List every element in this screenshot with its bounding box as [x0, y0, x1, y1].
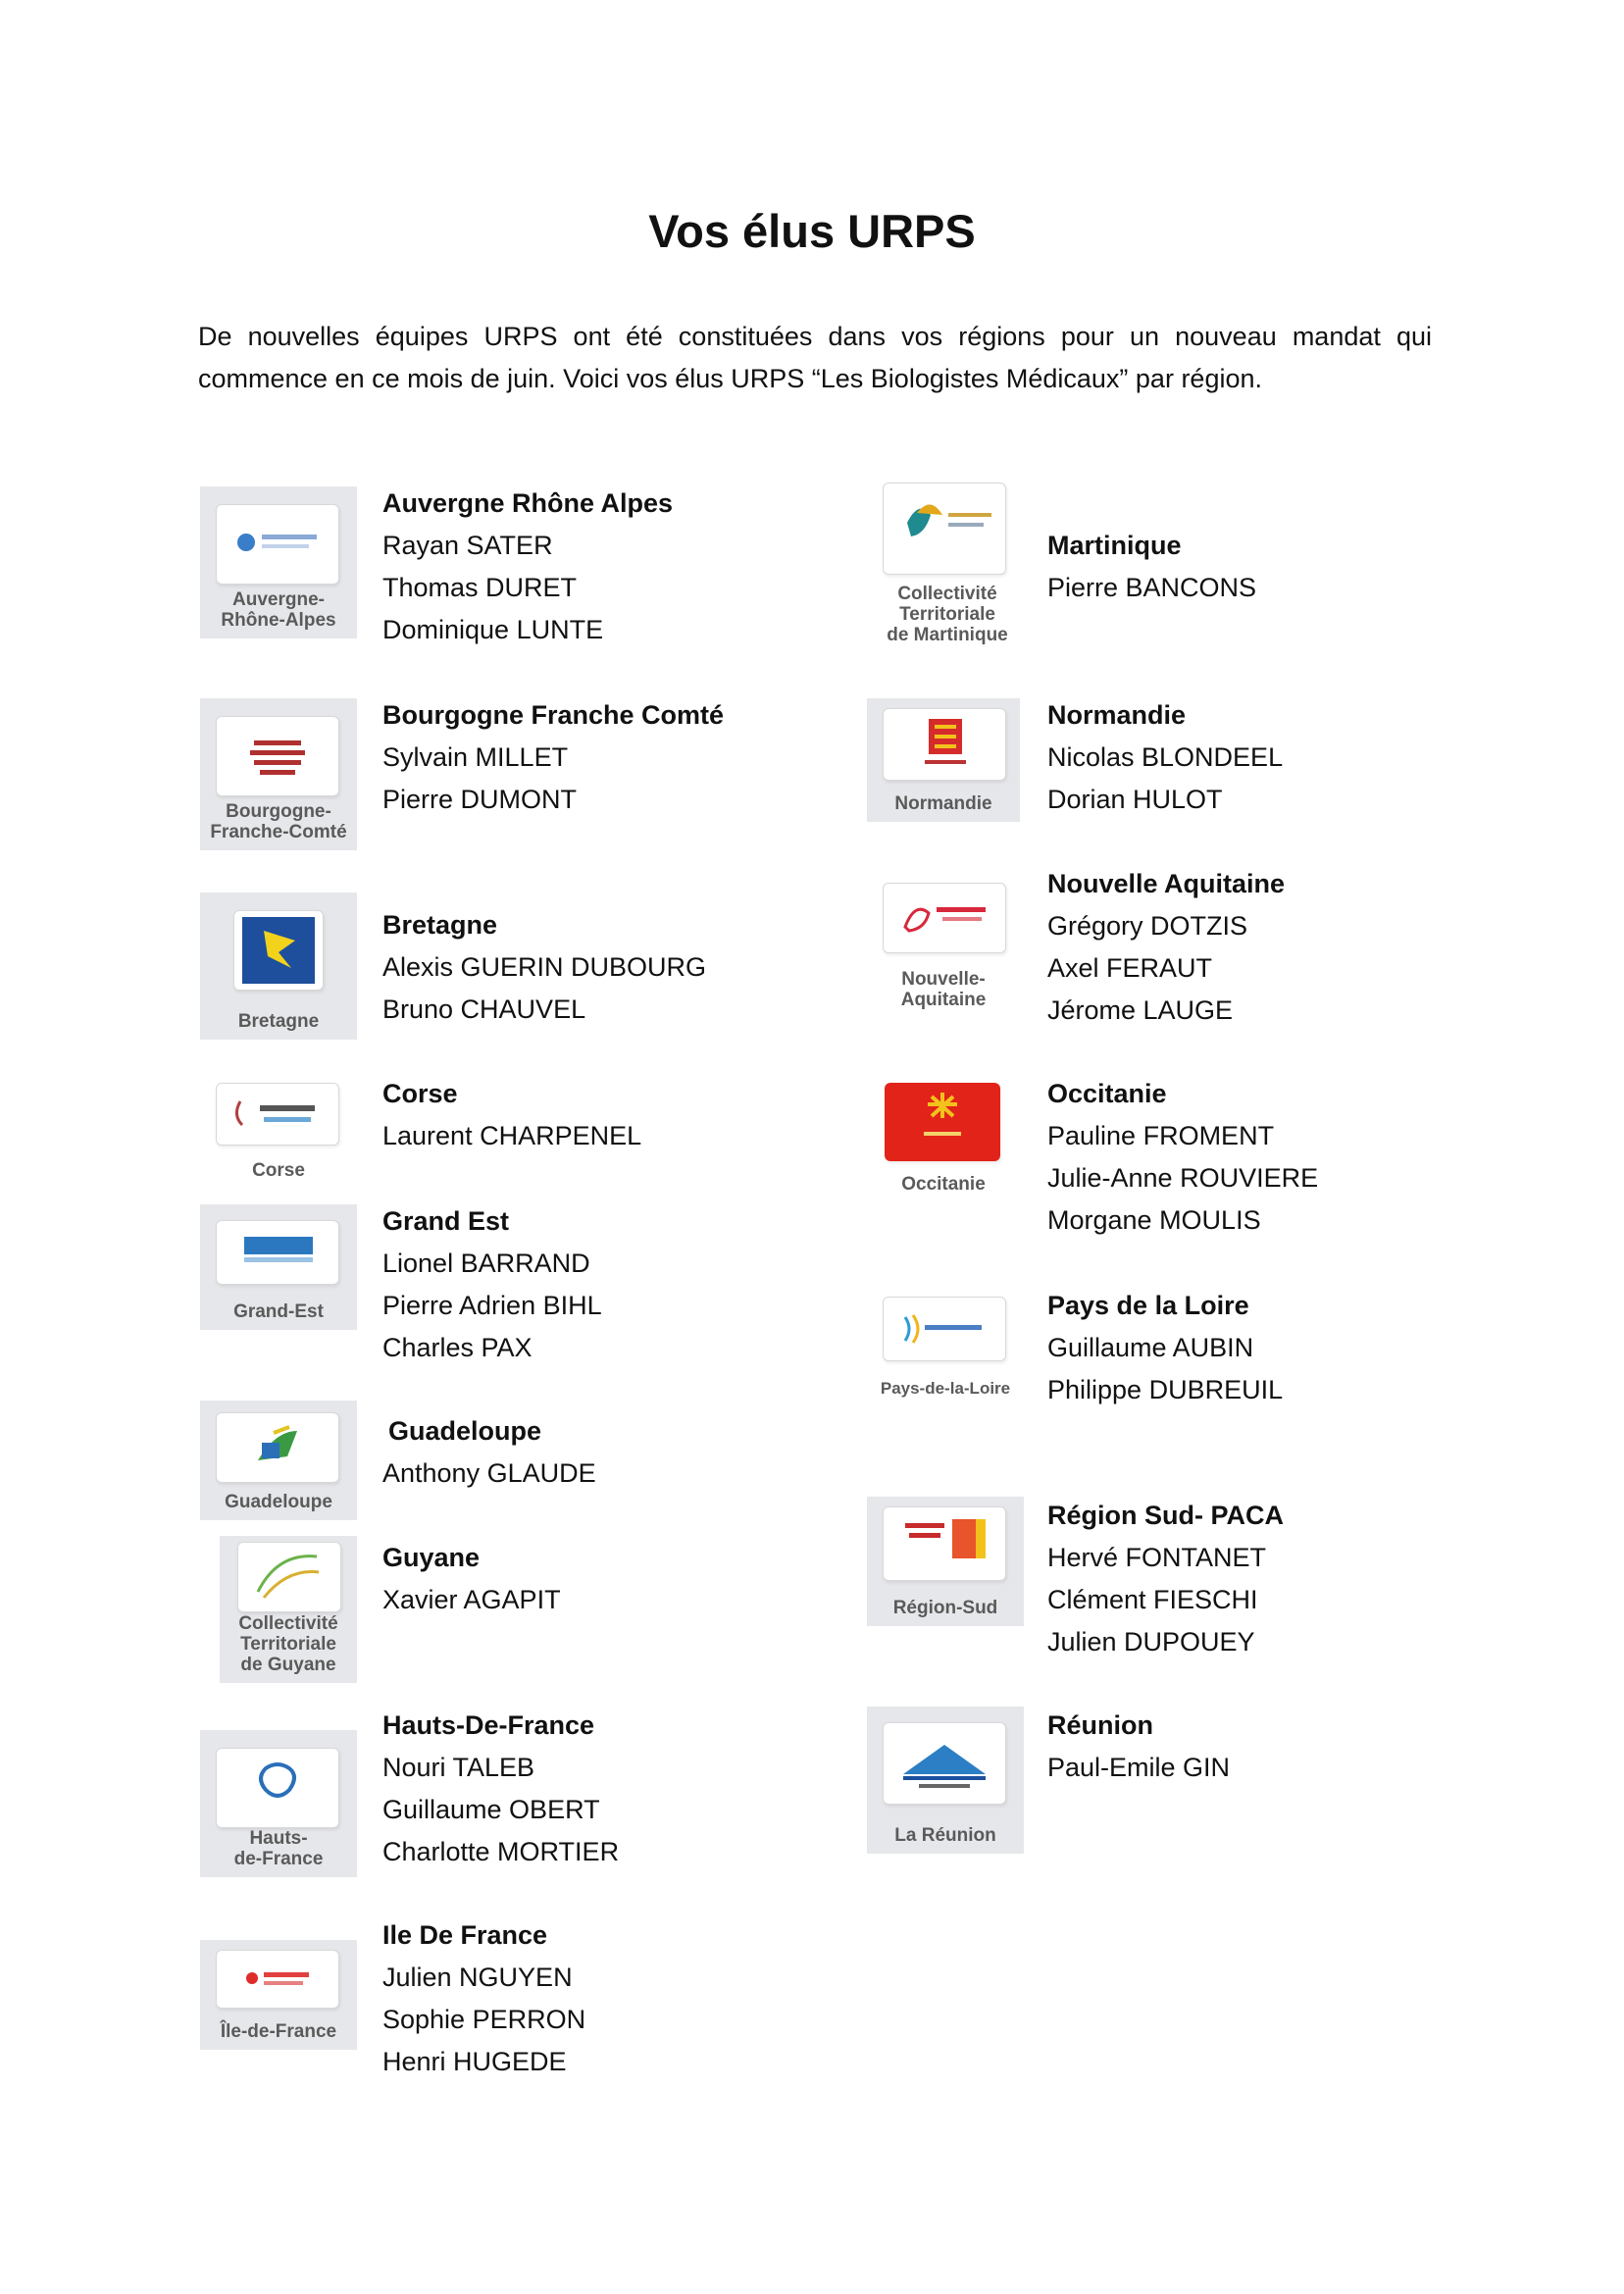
region-name: Corse — [382, 1079, 458, 1108]
region-name: Bourgogne Franche Comté — [382, 700, 725, 730]
member-name: Nouri TALEB — [382, 1753, 535, 1782]
corse-logo — [200, 1061, 357, 1189]
member-name: Xavier AGAPIT — [382, 1585, 561, 1614]
member-name: Julien DUPOUEY — [1047, 1627, 1255, 1657]
member-name: Grégory DOTZIS — [1047, 911, 1248, 941]
region-sud-logo-caption: Région-Sud — [892, 1598, 998, 1618]
member-name: Philippe DUBREUIL — [1047, 1375, 1284, 1404]
region-name: Normandie — [1047, 700, 1187, 730]
grand-est-logo — [200, 1204, 357, 1330]
member-name: Bruno CHAUVEL — [382, 994, 586, 1024]
region-name: Réunion — [1047, 1710, 1153, 1740]
member-name: Charles PAX — [382, 1333, 533, 1362]
normandie-logo-caption: Normandie — [894, 793, 992, 814]
hauts-de-france-logo — [200, 1730, 357, 1877]
region-sud-logo — [867, 1497, 1024, 1626]
member-name: Pierre BANCONS — [1047, 573, 1257, 602]
region-name: Ile De France — [382, 1920, 548, 1950]
member-name: Axel FERAUT — [1047, 953, 1213, 983]
region-name: Bretagne — [382, 910, 498, 940]
member-name: Sophie PERRON — [382, 2005, 586, 2034]
member-name: Pierre Adrien BIHL — [382, 1291, 602, 1320]
pays-de-la-loire-logo — [867, 1285, 1024, 1406]
member-name: Anthony GLAUDE — [382, 1458, 596, 1488]
corse-logo-caption: Corse — [252, 1160, 305, 1181]
member-name: Dominique LUNTE — [382, 615, 604, 644]
intro-paragraph: De nouvelles équipes URPS ont été constituées dans vos régions pour un nouveau mandat qui commence en ce mois de juin. Voici vos élus URPS “Les Biologistes Médicaux” par région. — [198, 322, 1432, 393]
auvergne-logo-caption: Auvergne- Rhône-Alpes — [221, 589, 336, 631]
member-name: Pauline FROMENT — [1047, 1121, 1275, 1150]
region-name: Martinique — [1047, 531, 1182, 560]
ile-de-france-logo-caption: Île-de-France — [220, 2021, 337, 2042]
region-name: Pays de la Loire — [1047, 1291, 1249, 1320]
martinique-logo — [869, 479, 1026, 653]
martinique-logo-caption: Collectivité Territoriale de Martinique — [887, 584, 1008, 645]
guadeloupe-logo — [200, 1401, 357, 1520]
nouvelle-aquitaine-logo-caption: Nouvelle- Aquitaine — [900, 969, 987, 1010]
member-name: Henri HUGEDE — [382, 2047, 567, 2076]
member-name: Clément FIESCHI — [1047, 1585, 1258, 1614]
member-name: Hervé FONTANET — [1047, 1543, 1267, 1572]
hauts-de-france-logo-caption: Hauts- de-France — [233, 1828, 324, 1869]
member-name: Jérome LAUGE — [1047, 995, 1234, 1025]
reunion-logo-caption: La Réunion — [894, 1825, 996, 1846]
bretagne-logo — [200, 892, 357, 1040]
region-name: Nouvelle Aquitaine — [1047, 869, 1286, 898]
member-name: Pierre DUMONT — [382, 785, 578, 814]
auvergne-logo — [200, 486, 357, 638]
member-name: Lionel BARRAND — [382, 1249, 590, 1278]
guyane-logo-caption: Collectivité Territoriale de Guyane — [238, 1613, 338, 1675]
reunion-logo — [867, 1707, 1024, 1854]
bretagne-logo-caption: Bretagne — [237, 1011, 320, 1032]
member-name: Rayan SATER — [382, 531, 553, 560]
region-name: Guyane — [382, 1543, 481, 1572]
member-name: Julie-Anne ROUVIERE — [1047, 1163, 1319, 1193]
page-title: Vos élus URPS — [648, 205, 976, 257]
member-name: Thomas DURET — [382, 573, 578, 602]
occitanie-logo-caption: Occitanie — [901, 1174, 986, 1195]
region-name: Hauts-De-France — [382, 1710, 595, 1740]
member-name: Dorian HULOT — [1047, 785, 1223, 814]
member-name: Charlotte MORTIER — [382, 1837, 620, 1866]
bourgogne-logo-caption: Bourgogne- Franche-Comté — [210, 801, 347, 842]
ile-de-france-logo — [200, 1940, 357, 2050]
member-name: Sylvain MILLET — [382, 742, 569, 772]
member-name: Guillaume AUBIN — [1047, 1333, 1254, 1362]
normandie-logo — [867, 698, 1020, 822]
nouvelle-aquitaine-logo — [867, 871, 1020, 1018]
member-name: Alexis GUERIN DUBOURG — [382, 952, 707, 982]
member-name: Julien NGUYEN — [382, 1963, 573, 1992]
member-name: Nicolas BLONDEEL — [1047, 742, 1284, 772]
member-name: Laurent CHARPENEL — [382, 1121, 642, 1150]
guadeloupe-logo-caption: Guadeloupe — [225, 1492, 332, 1512]
occitanie-logo — [875, 1075, 1012, 1202]
grand-est-logo-caption: Grand-Est — [233, 1301, 324, 1322]
guyane-logo — [220, 1536, 357, 1683]
member-name: Guillaume OBERT — [382, 1795, 600, 1824]
region-name: Région Sud- PACA — [1047, 1501, 1284, 1530]
bourgogne-logo — [200, 698, 357, 850]
region-name: Auvergne Rhône Alpes — [382, 488, 674, 518]
member-name: Morgane MOULIS — [1047, 1205, 1261, 1235]
region-name: Guadeloupe — [388, 1416, 542, 1446]
pays-de-la-loire-logo-caption: Pays-de-la-Loire — [880, 1379, 1011, 1398]
member-name: Paul-Emile GIN — [1047, 1753, 1231, 1782]
region-name: Grand Est — [382, 1206, 510, 1236]
region-name: Occitanie — [1047, 1079, 1167, 1108]
